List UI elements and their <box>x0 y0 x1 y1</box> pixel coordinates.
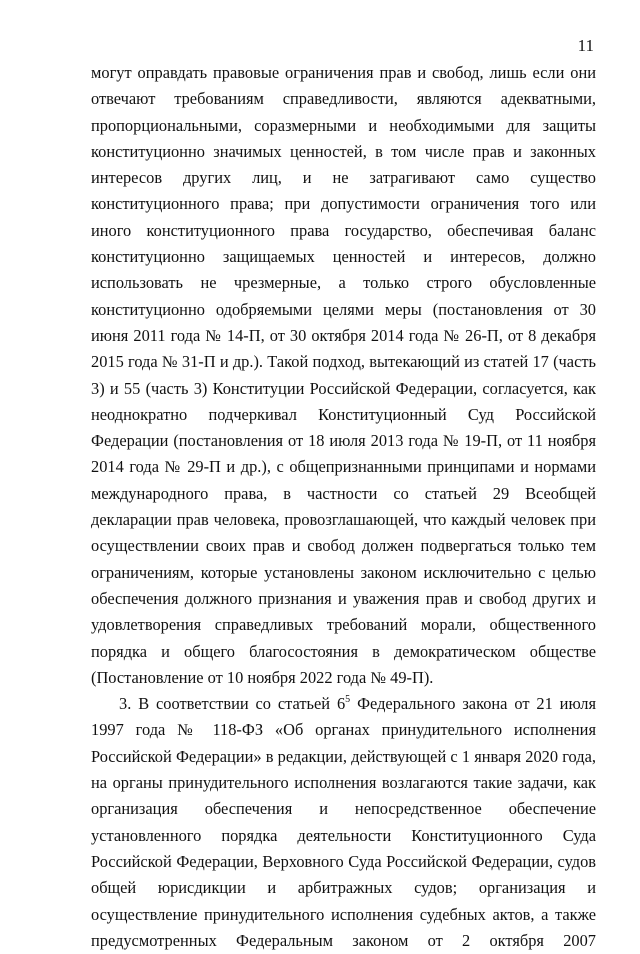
paragraph-2-rest: Федерального закона от 21 июля 1997 года № 118-ФЗ «Об органах принудительного исполнения Российской Федерации» в редакции, действующей с 1 января 2020 года, на органы принудительного исполнения возлагаются такие задачи, как организация обеспечения и непосредственное обеспечение установленного порядка деятельности Конституционного Суда Российской Федерации, Верховного Суда Российской Федерации, судов общей юрисдикции и арбитражных судов; организация и осуществление принудительного исполнения судебных актов, а также предусмотренных Федеральным законом от 2 октября 2007 <box>91 694 597 950</box>
article-superscript: 5 <box>345 693 351 705</box>
page-number: 11 <box>577 36 594 55</box>
paragraph-1: могут оправдать правовые ограничения прав и свобод, лишь если они отвечают требованиям справедливости, являются адекватными, пропорциональными, соразмерными и необходимыми для защиты конституционно значимых ценностей, в том числе прав и законных интересов других лиц, и не затрагивают само существо конституционного права; при допустимости ограничения того или иного конституционного права государство, обеспечивая баланс конституционно защищаемых ценностей и интересов, должно использовать не чрезмерные, а только строго обусловленные конституционно одобряемыми целями меры (постановления от 30 июня 2011 года № 14-П, от 30 октября 2014 года № 26-П, от 8 декабря 2015 года № 31-П и др.). Такой подход, вытекающий из статей 17 (часть 3) и 55 (часть 3) Конституции Российской Федерации, согласуется, как неоднократно подчеркивал Конституционный Суд Российской Федерации (постановления от 18 июля 2013 года № 19-П, от 11 ноября 2014 года № 29-П и др.), с общепризнанными принципами и нормами международного права, в частности со статьей 29 Всеобщей декларации прав человека, провозглашающей, что каждый человек при осуществлении своих прав и свобод должен подвергаться только тем ограничениям, которые установлены законом исключительно с целью обеспечения должного признания и уважения прав и свобод других и удовлетворения справедливых требований морали, общественного порядка и общего благосостояния в демократическом обществе (Постановление от 10 ноября 2022 года № 49-П). <box>91 63 596 687</box>
paragraph-2 <box>91 691 596 954</box>
document-body <box>91 60 596 954</box>
paragraph-2-start: 3. В соответствии со статьей 6 <box>119 694 346 714</box>
